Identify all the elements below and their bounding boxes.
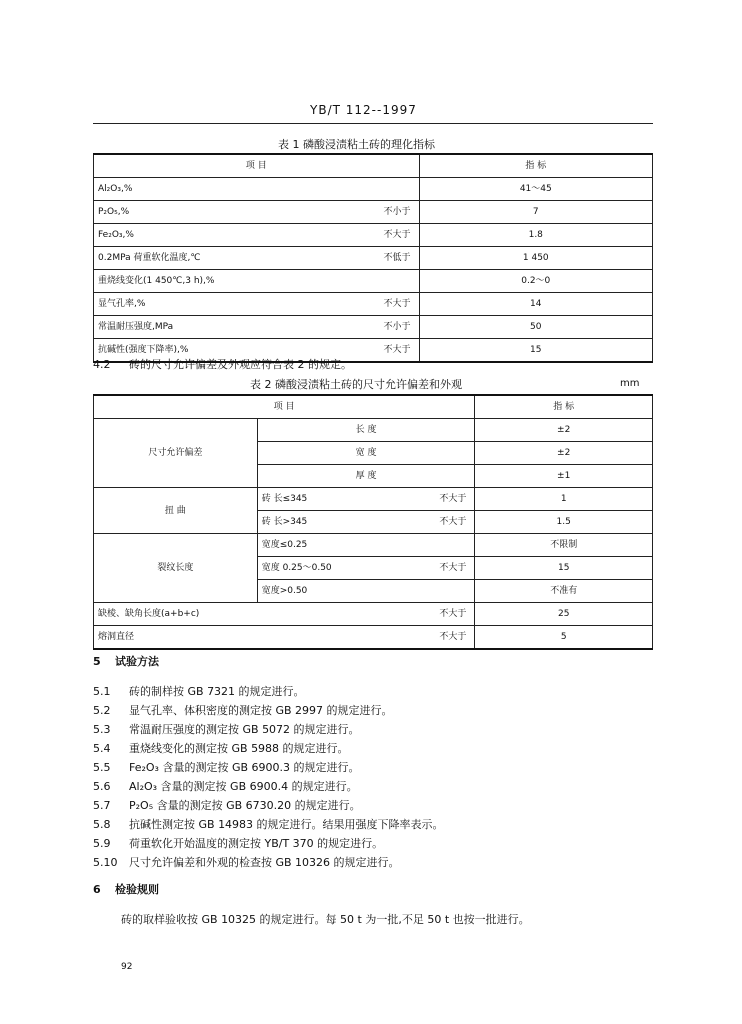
table2-cond: 不大于 — [419, 603, 475, 626]
table2-unit: mm — [620, 378, 640, 389]
clause-number: 5.10 — [93, 856, 118, 869]
table2-col-index: 指 标 — [475, 395, 653, 419]
table2-value: 5 — [475, 626, 653, 650]
table1-col-item: 项 目 — [94, 154, 420, 178]
section-6-text: 砖的取样验收按 GB 10325 的规定进行。每 50 t 为一批,不足 50 t 也按一批进行。 — [121, 913, 530, 926]
table2-cond — [419, 534, 475, 557]
clause-text: Fe₂O₃ 含量的测定按 GB 6900.3 的规定进行。 — [129, 761, 360, 774]
table2 — [93, 394, 653, 650]
clause-4-2 — [93, 356, 352, 372]
table-row — [94, 488, 653, 511]
clause-number: 5.5 — [93, 761, 111, 774]
clause-5-5 — [93, 759, 360, 775]
clause-text: 荷重软化开始温度的测定按 YB/T 370 的规定进行。 — [129, 837, 384, 850]
clause-text: 重烧线变化的测定按 GB 5988 的规定进行。 — [129, 742, 349, 755]
section-title: 试验方法 — [115, 655, 159, 668]
table2-sub: 砖 长≤345 — [257, 488, 419, 511]
table1-cond: 不小于 — [363, 201, 419, 224]
table2-value: 1.5 — [475, 511, 653, 534]
table1-value: 7 — [419, 201, 652, 224]
table-row — [94, 224, 653, 247]
clause-5-4 — [93, 740, 349, 756]
table2-value: ±1 — [475, 465, 653, 488]
table1-item: 0.2MPa 荷重软化温度,℃ — [94, 247, 364, 270]
clause-5-9 — [93, 835, 383, 851]
table2-value: 不准有 — [475, 580, 653, 603]
table2-caption: 表 2 磷酸浸渍粘土砖的尺寸允许偏差和外观 — [250, 378, 462, 391]
table1-item: 显气孔率,% — [94, 293, 364, 316]
table-row — [94, 293, 653, 316]
table2-group-crack: 裂纹长度 — [94, 534, 258, 603]
table2-sub: 长 度 — [257, 419, 475, 442]
table1-item: 抗碱性(强度下降率),% — [94, 339, 364, 363]
header-rule — [93, 123, 653, 124]
table2-value: 不限制 — [475, 534, 653, 557]
clause-text: 尺寸允许偏差和外观的检查按 GB 10326 的规定进行。 — [129, 856, 400, 869]
clause-number: 5.7 — [93, 799, 111, 812]
clause-number: 5.2 — [93, 704, 111, 717]
table2-col-item: 项 目 — [94, 395, 475, 419]
clause-number: 5.3 — [93, 723, 111, 736]
table1-value: 1 450 — [419, 247, 652, 270]
table2-sub: 宽度 0.25～0.50 — [257, 557, 419, 580]
table1-caption: 表 1 磷酸浸渍粘土砖的理化指标 — [278, 138, 435, 151]
page-number: 92 — [121, 962, 133, 972]
table2-sub: 宽 度 — [257, 442, 475, 465]
table1-cond — [363, 178, 419, 201]
table1-item: Fe₂O₃,% — [94, 224, 364, 247]
clause-text: 砖的制样按 GB 7321 的规定进行。 — [129, 685, 305, 698]
clause-number: 4.2 — [93, 358, 111, 371]
table1-value: 15 — [419, 339, 652, 363]
table2-cond: 不大于 — [419, 626, 475, 650]
table2-group-bend: 扭 曲 — [94, 488, 258, 534]
table2-value: 1 — [475, 488, 653, 511]
clause-text: P₂O₅ 含量的测定按 GB 6730.20 的规定进行。 — [129, 799, 361, 812]
clause-text: Al₂O₃ 含量的测定按 GB 6900.4 的规定进行。 — [129, 780, 358, 793]
table1-value: 1.8 — [419, 224, 652, 247]
clause-number: 5.4 — [93, 742, 111, 755]
table-row — [94, 201, 653, 224]
section-5-heading — [93, 653, 159, 669]
clause-5-6 — [93, 778, 358, 794]
table2-cond: 不大于 — [419, 511, 475, 534]
table1-cond: 不大于 — [363, 224, 419, 247]
clause-number: 5.1 — [93, 685, 111, 698]
table1-cond: 不小于 — [363, 316, 419, 339]
table-row — [94, 316, 653, 339]
table2-cond: 不大于 — [419, 557, 475, 580]
section-number: 6 — [93, 883, 101, 896]
table2-group-size: 尺寸允许偏差 — [94, 419, 258, 488]
section-number: 5 — [93, 655, 101, 668]
section-6-heading — [93, 881, 159, 897]
table2-item: 缺棱、缺角长度(a+b+c) — [94, 603, 419, 626]
table-row — [94, 419, 653, 442]
clause-5-3 — [93, 721, 360, 737]
clause-5-1 — [93, 683, 305, 699]
clause-text: 砖的尺寸允许偏差及外观应符合表 2 的规定。 — [129, 358, 352, 371]
table1-cond: 不低于 — [363, 247, 419, 270]
clause-number: 5.6 — [93, 780, 111, 793]
table-row — [94, 178, 653, 201]
table2-sub: 砖 长>345 — [257, 511, 419, 534]
clause-text: 抗碱性测定按 GB 14983 的规定进行。结果用强度下降率表示。 — [129, 818, 444, 831]
running-header: YB/T 112--1997 — [310, 103, 417, 117]
clause-5-10 — [93, 854, 400, 870]
table1-item: 重烧线变化(1 450℃,3 h),% — [94, 270, 364, 293]
table2-value: ±2 — [475, 442, 653, 465]
table1-value: 41～45 — [419, 178, 652, 201]
table2-value: 25 — [475, 603, 653, 626]
table2-cond — [419, 580, 475, 603]
table2-cond: 不大于 — [419, 488, 475, 511]
table2-value: 15 — [475, 557, 653, 580]
table-row — [94, 270, 653, 293]
table2-item: 熔洞直径 — [94, 626, 419, 650]
table2-header-row — [94, 395, 653, 419]
clause-5-8 — [93, 816, 444, 832]
table1-item: P₂O₅,% — [94, 201, 364, 224]
table1-header-row — [94, 154, 653, 178]
table1-item: 常温耐压强度,MPa — [94, 316, 364, 339]
table-row — [94, 626, 653, 650]
table1-value: 0.2～0 — [419, 270, 652, 293]
table-row — [94, 247, 653, 270]
clause-text: 常温耐压强度的测定按 GB 5072 的规定进行。 — [129, 723, 360, 736]
table2-sub: 宽度>0.50 — [257, 580, 419, 603]
table1 — [93, 153, 653, 363]
table1-item: Al₂O₃,% — [94, 178, 364, 201]
table2-sub: 宽度≤0.25 — [257, 534, 419, 557]
table1-value: 14 — [419, 293, 652, 316]
clause-5-7 — [93, 797, 361, 813]
clause-5-2 — [93, 702, 393, 718]
table1-col-index: 指 标 — [419, 154, 652, 178]
table1-cond: 不大于 — [363, 339, 419, 363]
table1-value: 50 — [419, 316, 652, 339]
table1-cond: 不大于 — [363, 293, 419, 316]
table-row — [94, 534, 653, 557]
clause-text: 显气孔率、体积密度的测定按 GB 2997 的规定进行。 — [129, 704, 393, 717]
clause-number: 5.9 — [93, 837, 111, 850]
table1-cond — [363, 270, 419, 293]
table2-sub: 厚 度 — [257, 465, 475, 488]
table-row — [94, 603, 653, 626]
clause-number: 5.8 — [93, 818, 111, 831]
section-title: 检验规则 — [115, 883, 159, 896]
table2-value: ±2 — [475, 419, 653, 442]
